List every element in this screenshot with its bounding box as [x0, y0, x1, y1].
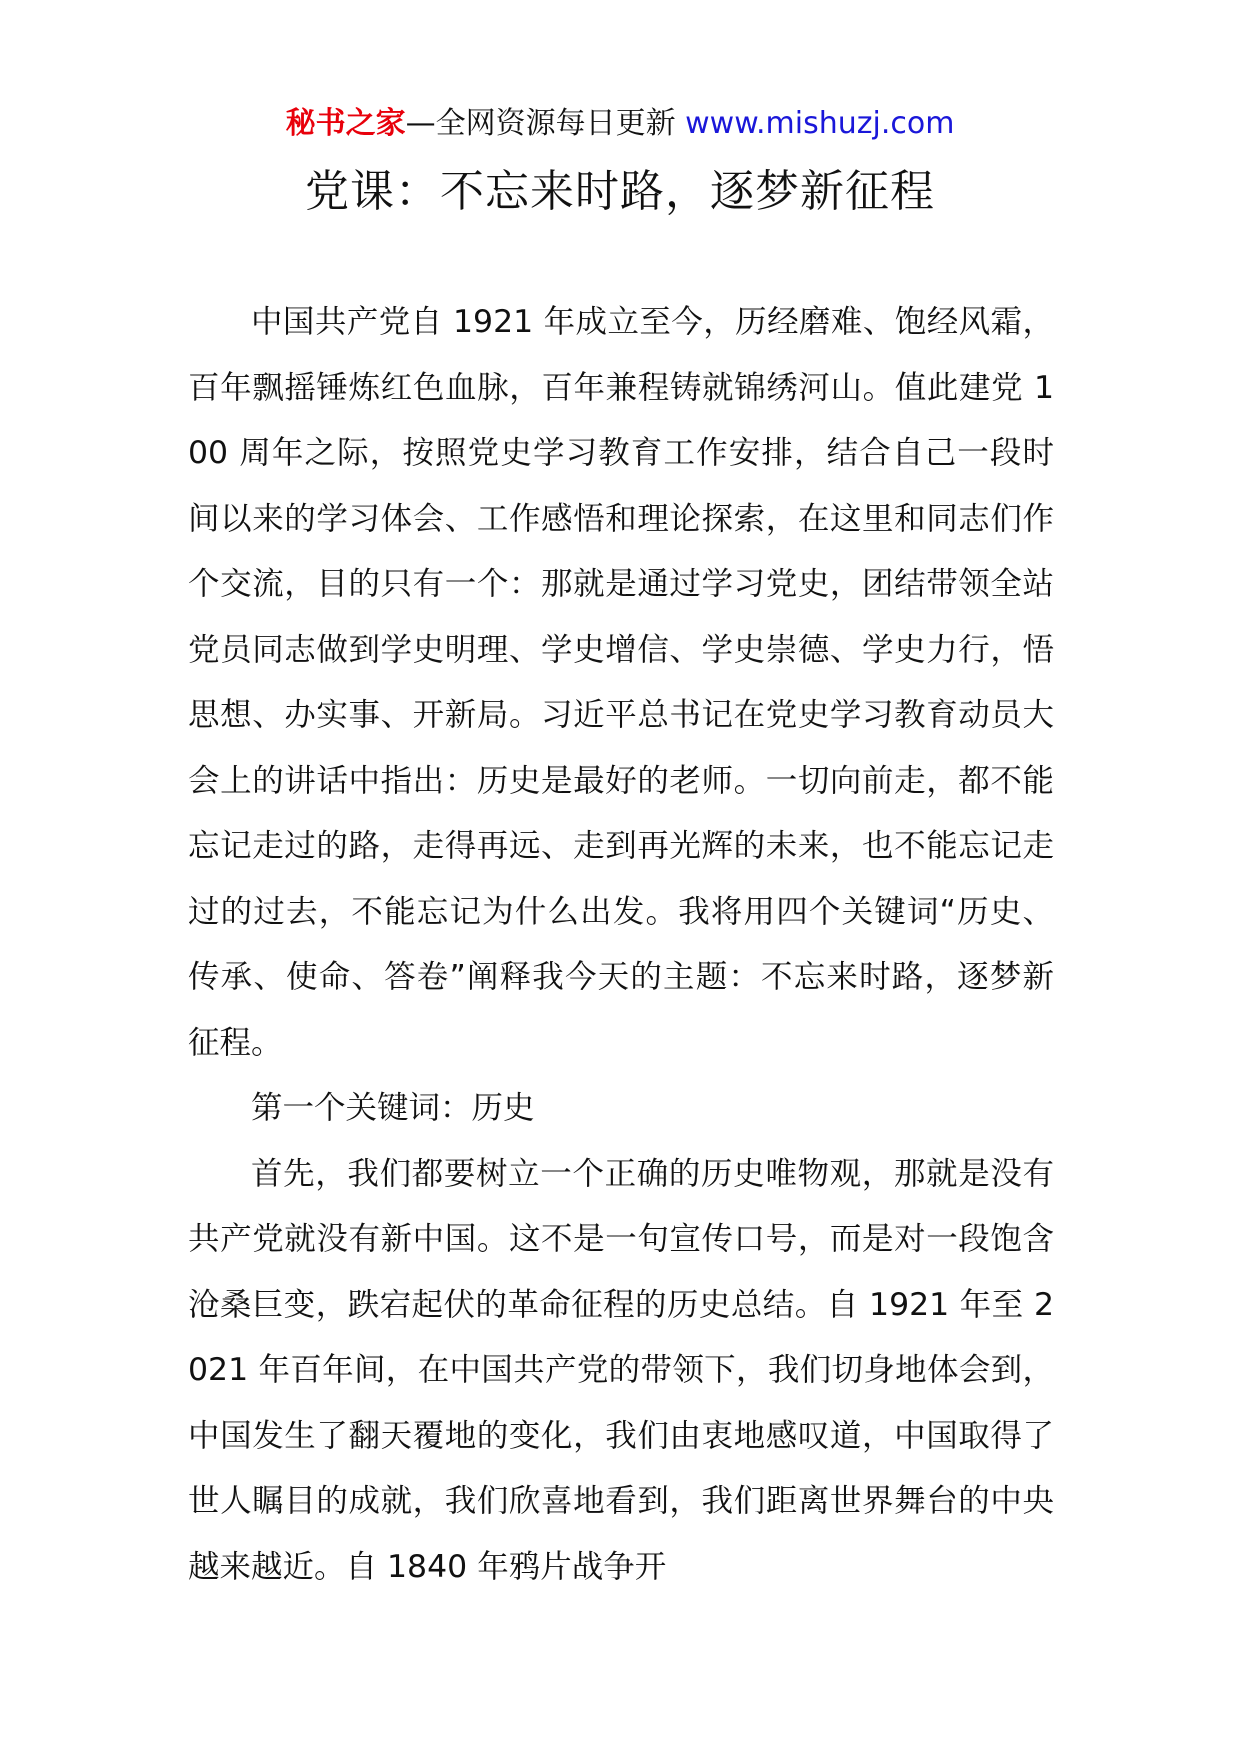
- header-slogan: —全网资源每日更新: [405, 106, 686, 141]
- site-url-link[interactable]: www.mishuzj.com: [685, 106, 955, 141]
- paragraph-intro: 中国共产党自 1921 年成立至今，历经磨难、饱经风霜，百年飘摇锤炼红色血脉，百年兼程铸就锦绣河山。值此建党 100 周年之际，按照党史学习教育工作安排，结合自己一段时间以来的学习体会、工作感悟和理论探索，在这里和同志们作个交流，目的只有一个：那就是通过学习党史，团结带领全站党员同志做到学史明理、学史增信、学史崇德、学史力行，悟思想、办实事、开新局。习近平总书记在党史学习教育动员大会上的讲话中指出：历史是最好的老师。一切向前走，都不能忘记走过的路，走得再远、走到再光辉的未来，也不能忘记走过的过去，不能忘记为什么出发。我将用四个关键词“历史、传承、使命、答卷”阐释我今天的主题：不忘来时路，逐梦新征程。: [188, 304, 1054, 1061]
- section-heading-history: 第一个关键词：历史: [251, 1090, 535, 1126]
- site-header: [0, 100, 1240, 148]
- document-body: [188, 290, 1054, 1600]
- brand-name: 秘书之家: [285, 106, 406, 141]
- document-title: 党课：不忘来时路，逐梦新征程: [305, 166, 935, 217]
- paragraph-history: 首先，我们都要树立一个正确的历史唯物观，那就是没有共产党就没有新中国。这不是一句宣传口号，而是对一段饱含沧桑巨变，跌宕起伏的革命征程的历史总结。自 1921 年至 2021 年百年间，在中国共产党的带领下，我们切身地体会到，中国发生了翻天覆地的变化，我们由衷地感叹道，中国取得了世人瞩目的成就，我们欣喜地看到，我们距离世界舞台的中央越来越近。自 1840 年鸦片战争开: [188, 1155, 1054, 1585]
